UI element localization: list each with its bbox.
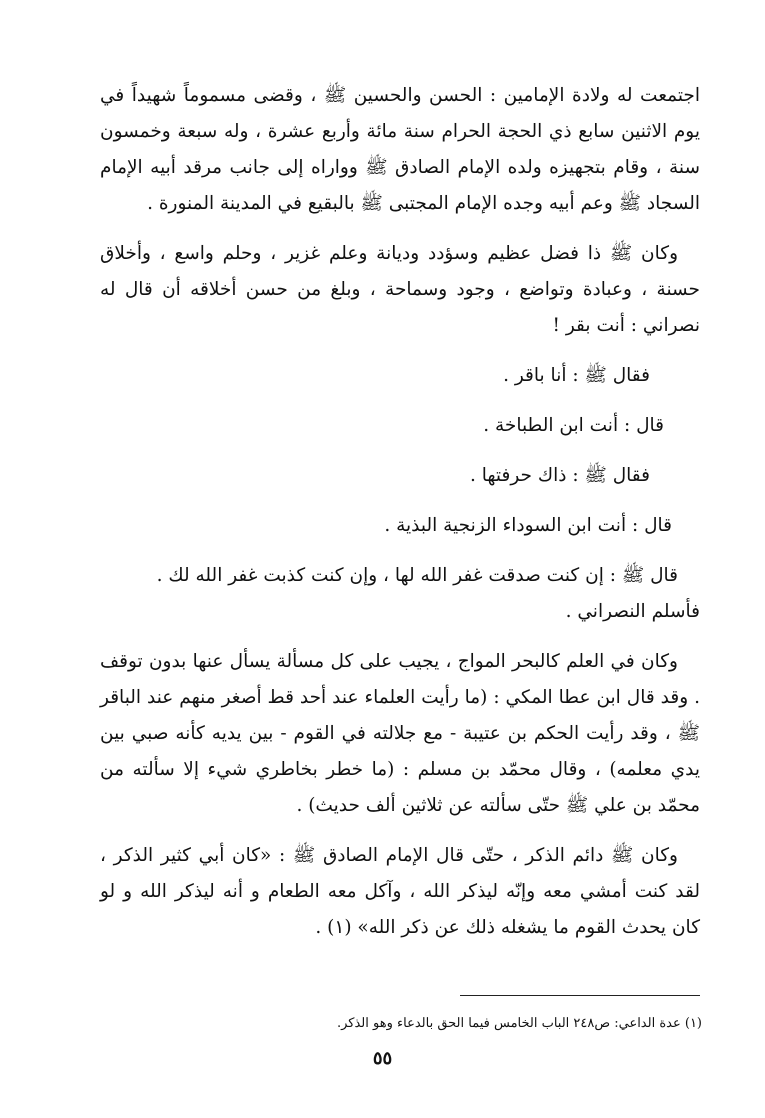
paragraph-conversion: فأسلم النصراني . [565,601,700,622]
dialogue-line-tabbakha: قال : أنت ابن الطباخة . [483,415,664,436]
paragraph-knowledge: وكان في العلم كالبحر المواج ، يجيب على كل مسألة يسأل عنها بدون توقف . وقد قال ابن عطا المكي : (ما رأيت العلماء عند أحد قط أصغر منهم عند الباقر ﷺ ، وقد رأيت الحكم بن عتيبة - مع جلالته في القوم - بين يديه كأنه صبي بين يدي معلمه) ، وقال محمّد بن مسلم : (ما خطر بخاطري شيء إلا سألته من محمّد بن علي ﷺ حتّى سألته عن ثلاثين ألف حديث) . [100,651,700,816]
dialogue-line-sawda: قال : أنت ابن السوداء الزنجية البذية . [384,515,672,536]
dialogue-line-hirfa: فقال ﷺ : ذاك حرفتها . [469,465,650,486]
footnote-divider [460,995,700,996]
dialogue-line-ghufran: قال ﷺ : إن كنت صدقت غفر الله لها ، وإن كنت كذبت غفر الله لك . [156,565,678,586]
footnote: (١) عدة الداعي: ص٢٤٨ الباب الخامس فيما الحق بالدعاء وهو الذكر. [336,1016,702,1031]
page-number: ٥٥ [372,1048,393,1069]
dialogue-line-baqir: فقال ﷺ : أنا باقر . [503,365,650,386]
paragraph-imam-death: اجتمعت له ولادة الإمامين : الحسن والحسين ﷺ ، وقضى مسموماً شهيداً في يوم الاثنين سابع ذي الحجة الحرام سنة مائة وأربع عشرة ، وله سبعة وخمسون سنة ، وقام بتجهيزه ولده الإمام الصادق ﷺ وواراه إلى جانب مرقد أبيه الإمام السجاد ﷺ وعم أبيه وجده الإمام المجتبى ﷺ بالبقيع في المدينة المنورة . [100,85,700,214]
paragraph-virtues: وكان ﷺ ذا فضل عظيم وسؤدد وديانة وعلم غزير ، وحلم واسع ، وأخلاق حسنة ، وعبادة وتواضع ، وجود وسماحة ، وبلغ من حسن أخلاقه أن قال له نصراني : أنت بقر ! [100,243,700,336]
page-body [100,78,700,946]
paragraph-dhikr: وكان ﷺ دائم الذكر ، حتّى قال الإمام الصادق ﷺ : «كان أبي كثير الذكر ، لقد كنت أمشي معه وإنّه ليذكر الله ، وآكل معه الطعام و أنه ليذكر الله و لو كان يحدث القوم ما يشغله ذلك عن ذكر الله» (١) . [100,845,700,938]
